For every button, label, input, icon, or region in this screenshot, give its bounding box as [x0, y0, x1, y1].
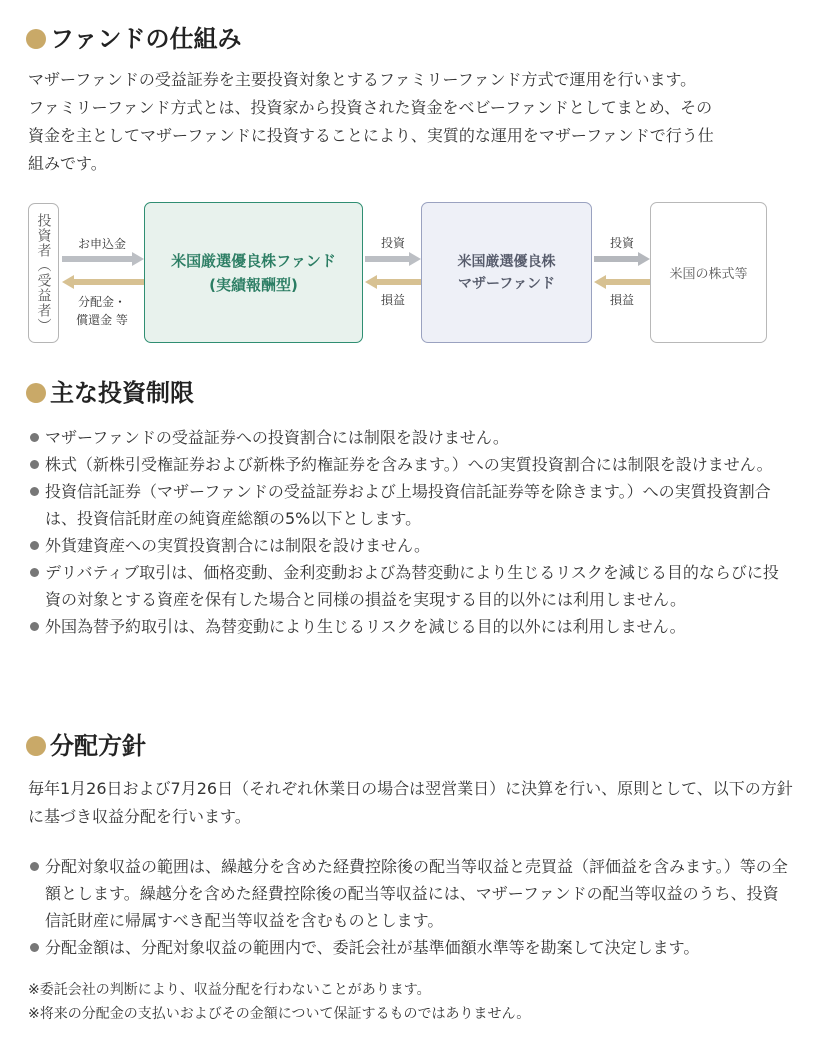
- section-title-distribution-policy: [26, 731, 146, 761]
- subscribe-arrow-icon: [62, 252, 144, 266]
- section-title-text: 分配方針: [50, 732, 146, 760]
- distribution-policy-list: [28, 853, 788, 961]
- section-title-text: 主な投資制限: [50, 379, 194, 407]
- footnotes: [28, 978, 798, 1026]
- pl-arrow-1-icon: [365, 275, 421, 289]
- investment-limits-list: [28, 424, 788, 640]
- distribution-label-line: 分配金・: [77, 295, 126, 309]
- section-title-fund-structure: [26, 24, 242, 54]
- invest-label-2: 投資: [609, 236, 634, 250]
- footnote: ※将来の分配金の支払いおよびその金額について保証するものではありません。: [28, 1006, 531, 1022]
- baby-fund-box: [144, 202, 363, 343]
- list-item: 外貨建資産への実質投資割合には制限を設けません。: [28, 532, 788, 559]
- list-item: マザーファンドの受益証券への投資割合には制限を設けません。: [28, 424, 788, 451]
- pl-arrow-2-icon: [594, 275, 650, 289]
- distribution-label: [62, 293, 142, 329]
- mother-fund-box: [421, 202, 592, 343]
- subscribe-label: お申込金: [77, 237, 126, 251]
- list-item: デリバティブ取引は、価格変動、金利変動および為替変動により生じるリスクを減じる目的ならびに投資の対象とする資産を保有した場合と同様の損益を実現する目的以外には利用しません。: [28, 559, 788, 613]
- us-stocks-label: 米国の株式等: [669, 267, 748, 282]
- pl-label-2: 損益: [609, 293, 634, 307]
- invest-arrow-1-icon: [365, 252, 421, 266]
- invest-label-1: 投資: [380, 236, 405, 250]
- paragraph-line: 資金を主としてマザーファンドに投資することにより、実質的な運用をマザーファンドで行う仕: [28, 126, 714, 145]
- mother-fund-name-line1: 米国厳選優良株: [457, 253, 556, 270]
- paragraph-line: ファミリーファンド方式とは、投資家から投資された資金をベビーファンドとしてまとめ、その: [28, 98, 713, 117]
- pl-label-1: 損益: [380, 293, 405, 307]
- baby-fund-type: (実績報酬型): [209, 275, 298, 294]
- list-item: 株式（新株引受権証券および新株予約権証券を含みます。）への実質投資割合には制限を設けません。: [28, 451, 788, 478]
- section-title-investment-limits: [26, 378, 194, 408]
- distribution-policy-paragraph: 毎年1月26日および7月26日（それぞれ休業日の場合は翌営業日）に決算を行い、原則として、以下の方針に基づき収益分配を行います。: [28, 779, 793, 826]
- mother-fund-name-line2: マザーファンド: [457, 275, 556, 292]
- distribution-label-line: 償還金 等: [76, 313, 128, 327]
- section-title-text: ファンドの仕組み: [50, 25, 242, 53]
- list-item: 外国為替予約取引は、為替変動により生じるリスクを減じる目的以外には利用しません。: [28, 613, 788, 640]
- paragraph-line: マザーファンドの受益証券を主要投資対象とするファミリーファンド方式で運用を行います。: [28, 70, 697, 89]
- invest-arrow-2-icon: [594, 252, 650, 266]
- investor-box: [28, 203, 59, 343]
- paragraph-line: 組みです。: [28, 154, 107, 173]
- list-item: 分配対象収益の範囲は、繰越分を含めた経費控除後の配当等収益と売買益（評価益を含みます。）等の全額とします。繰越分を含めた経費控除後の配当等収益には、マザーファンドの配当等収益のうち、投資信託財産に帰属すべき配当等収益を含むものとします。: [28, 853, 788, 934]
- list-item: 投資信託証券（マザーファンドの受益証券および上場投資信託証券等を除きます。）への実質投資割合は、投資信託財産の純資産総額の5%以下とします。: [28, 478, 788, 532]
- bullet-dot-icon: [26, 736, 46, 756]
- distribution-arrow-icon: [62, 275, 144, 289]
- us-stocks-box: [650, 202, 767, 343]
- bullet-dot-icon: [26, 383, 46, 403]
- bullet-dot-icon: [26, 29, 46, 49]
- investor-label: 投資者（受益者）: [35, 213, 52, 333]
- fund-structure-paragraph: [28, 66, 798, 178]
- list-item: 分配金額は、分配対象収益の範囲内で、委託会社が基準価額水準等を勘案して決定します。: [28, 934, 788, 961]
- baby-fund-name: 米国厳選優良株ファンド: [171, 251, 336, 270]
- footnote: ※委託会社の判断により、収益分配を行わないことがあります。: [28, 982, 431, 998]
